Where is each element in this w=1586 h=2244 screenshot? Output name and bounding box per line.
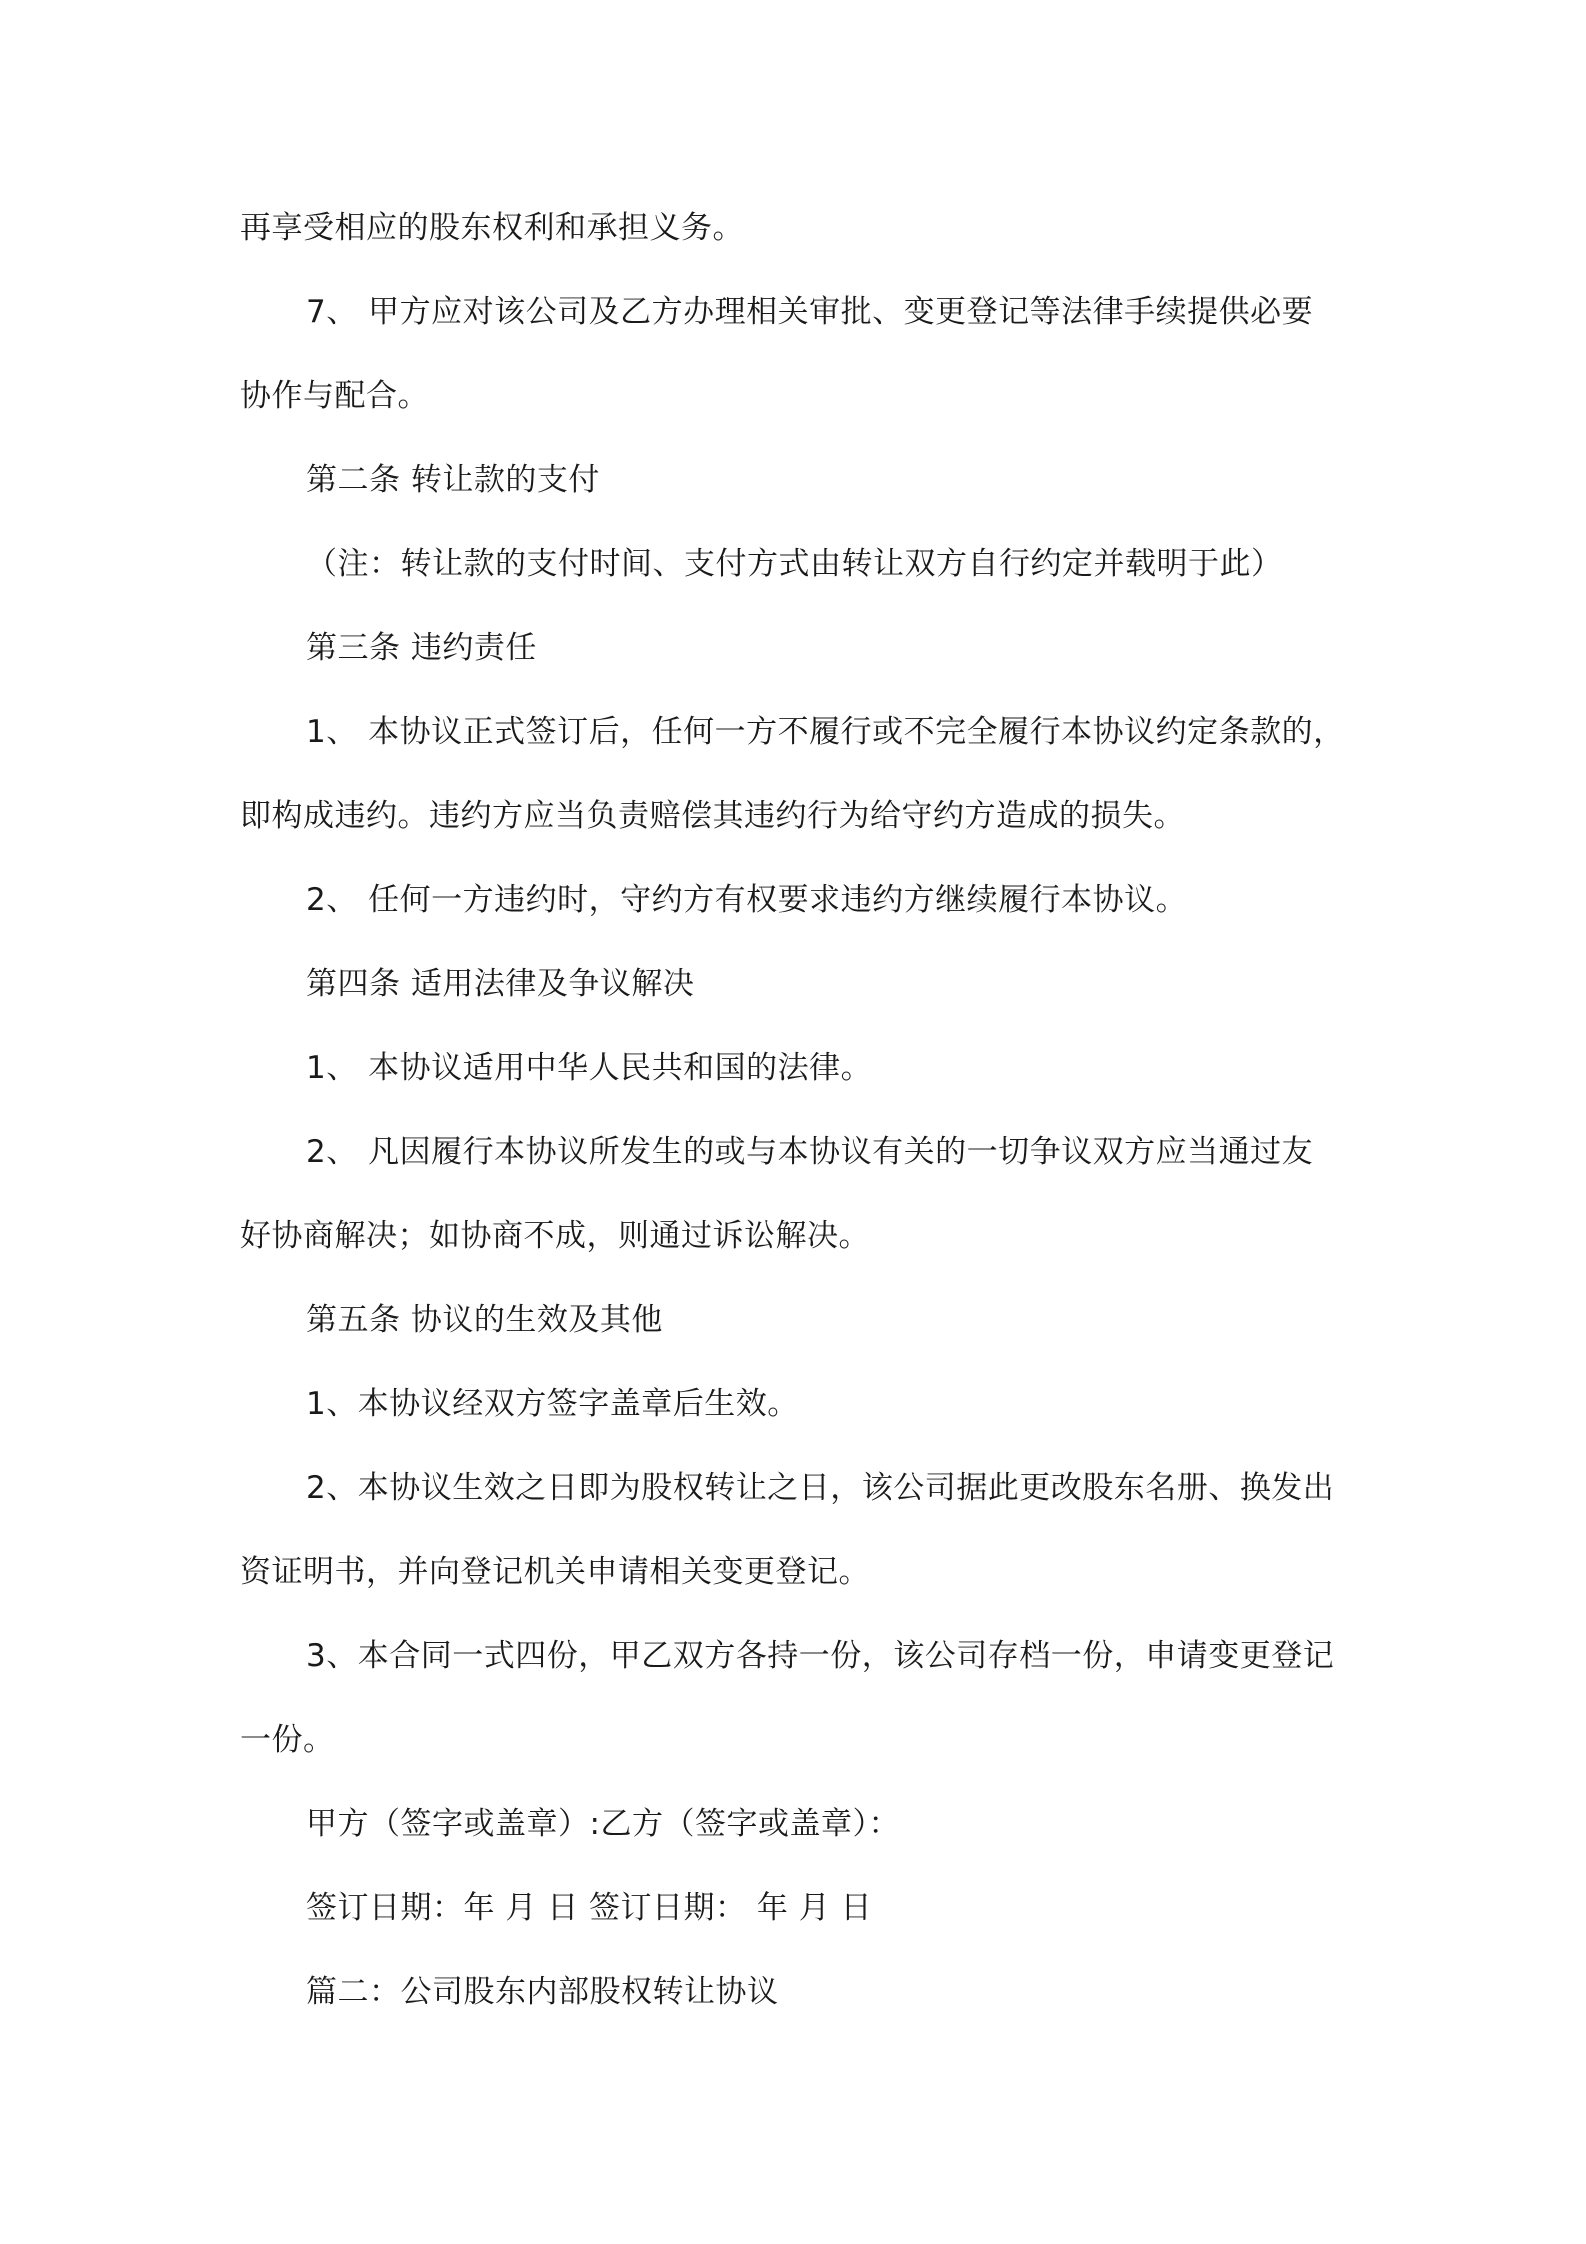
text-line: 3、本合同一式四份，甲乙双方各持一份，该公司存档一份，申请变更登记 — [306, 1638, 1335, 1674]
text-line: 再享受相应的股东权利和承担义务。 — [240, 210, 744, 246]
section-heading: 第二条 转让款的支付 — [306, 462, 600, 498]
text-line: 1、 本协议正式签订后，任何一方不履行或不完全履行本协议约定条款的， — [306, 714, 1345, 750]
text-line: 一份。 — [240, 1722, 335, 1758]
text-line: 1、 本协议适用中华人民共和国的法律。 — [306, 1050, 873, 1086]
text-line: 1、本协议经双方签字盖章后生效。 — [306, 1386, 799, 1422]
date-line: 签订日期：年 月 日 签订日期： 年 月 日 — [306, 1890, 873, 1926]
text-line: 2、 任何一方违约时，守约方有权要求违约方继续履行本协议。 — [306, 882, 1188, 918]
text-line: 2、本协议生效之日即为股权转让之日，该公司据此更改股东名册、换发出 — [306, 1470, 1335, 1506]
text-line: 好协商解决；如协商不成，则通过诉讼解决。 — [240, 1218, 870, 1254]
text-line: 即构成违约。违约方应当负责赔偿其违约行为给守约方造成的损失。 — [240, 798, 1185, 834]
text-line: （注：转让款的支付时间、支付方式由转让双方自行约定并载明于此） — [306, 546, 1283, 582]
section-heading: 篇二：公司股东内部股权转让协议 — [306, 1974, 779, 2010]
section-heading: 第四条 适用法律及争议解决 — [306, 966, 695, 1002]
text-line: 2、 凡因履行本协议所发生的或与本协议有关的一切争议双方应当通过友 — [306, 1134, 1314, 1170]
text-line: 7、 甲方应对该公司及乙方办理相关审批、变更登记等法律手续提供必要 — [306, 294, 1314, 330]
signature-line: 甲方（签字或盖章）:乙方（签字或盖章）： — [306, 1806, 900, 1842]
section-heading: 第三条 违约责任 — [306, 630, 537, 666]
text-line: 协作与配合。 — [240, 378, 429, 414]
section-heading: 第五条 协议的生效及其他 — [306, 1302, 663, 1338]
text-line: 资证明书，并向登记机关申请相关变更登记。 — [240, 1554, 870, 1590]
